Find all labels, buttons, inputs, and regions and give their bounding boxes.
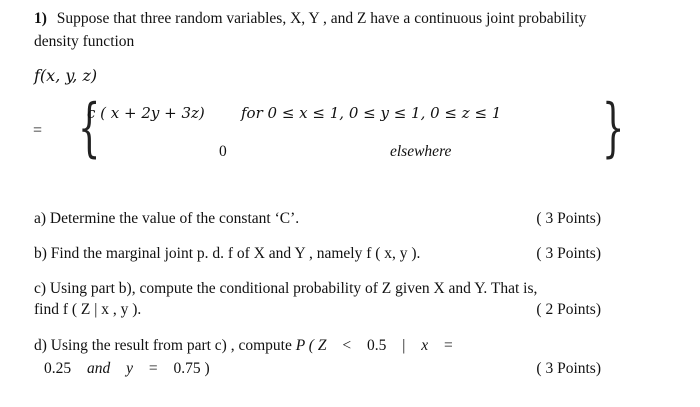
part-d-prob: P ( Z <box>295 337 327 354</box>
question-intro-text: Suppose that three random variables, X, Y , and Z have a continuous joint probability <box>56 10 587 27</box>
part-a-points: ( 3 Points) <box>536 210 601 227</box>
part-d-line2 <box>44 360 210 378</box>
part-c-line2: find f ( Z | x , y ). <box>34 301 142 318</box>
part-d-y: y <box>126 360 134 377</box>
part-d-x-value: 0.25 <box>44 360 72 377</box>
right-brace: } <box>602 91 625 165</box>
part-c-line1: c) Using part b), compute the conditional probability of Z given X and Y. That is, <box>34 280 538 297</box>
question-intro-line1 <box>34 10 586 28</box>
part-d-line1 <box>34 337 453 355</box>
part-b-text: b) Find the marginal joint p. d. f of X and Y , namely f ( x, y ). <box>34 245 421 262</box>
part-d-equals2: = <box>148 360 158 377</box>
case2-condition: elsewhere <box>390 143 452 160</box>
case1-expression: c ( x + 2y + 3z) <box>87 104 205 122</box>
part-d-intro: d) Using the result from part c) , compute <box>34 337 296 354</box>
part-d-x: x <box>421 337 429 354</box>
part-d-less-than: < <box>342 337 352 354</box>
part-d-given-bar: | <box>402 337 406 354</box>
part-d-equals1: = <box>443 337 453 354</box>
left-brace: { <box>78 91 101 165</box>
equals-sign: = <box>33 122 43 139</box>
part-d-y-value: 0.75 ) <box>173 360 210 377</box>
function-lhs: f(x, y, z) <box>34 66 98 85</box>
part-d-threshold: 0.5 <box>366 337 387 354</box>
part-d-points: ( 3 Points) <box>536 360 601 377</box>
case1-condition: for 0 ≤ x ≤ 1, 0 ≤ y ≤ 1, 0 ≤ z ≤ 1 <box>241 104 502 122</box>
part-a-text: a) Determine the value of the constant ‘C’. <box>34 210 300 227</box>
part-b-points: ( 3 Points) <box>536 245 601 262</box>
part-c-points: ( 2 Points) <box>536 301 601 318</box>
case2-value: 0 <box>219 143 227 160</box>
part-d-and: and <box>87 360 111 377</box>
question-number: 1) <box>34 10 47 27</box>
question-intro-line2: density function <box>34 33 135 50</box>
